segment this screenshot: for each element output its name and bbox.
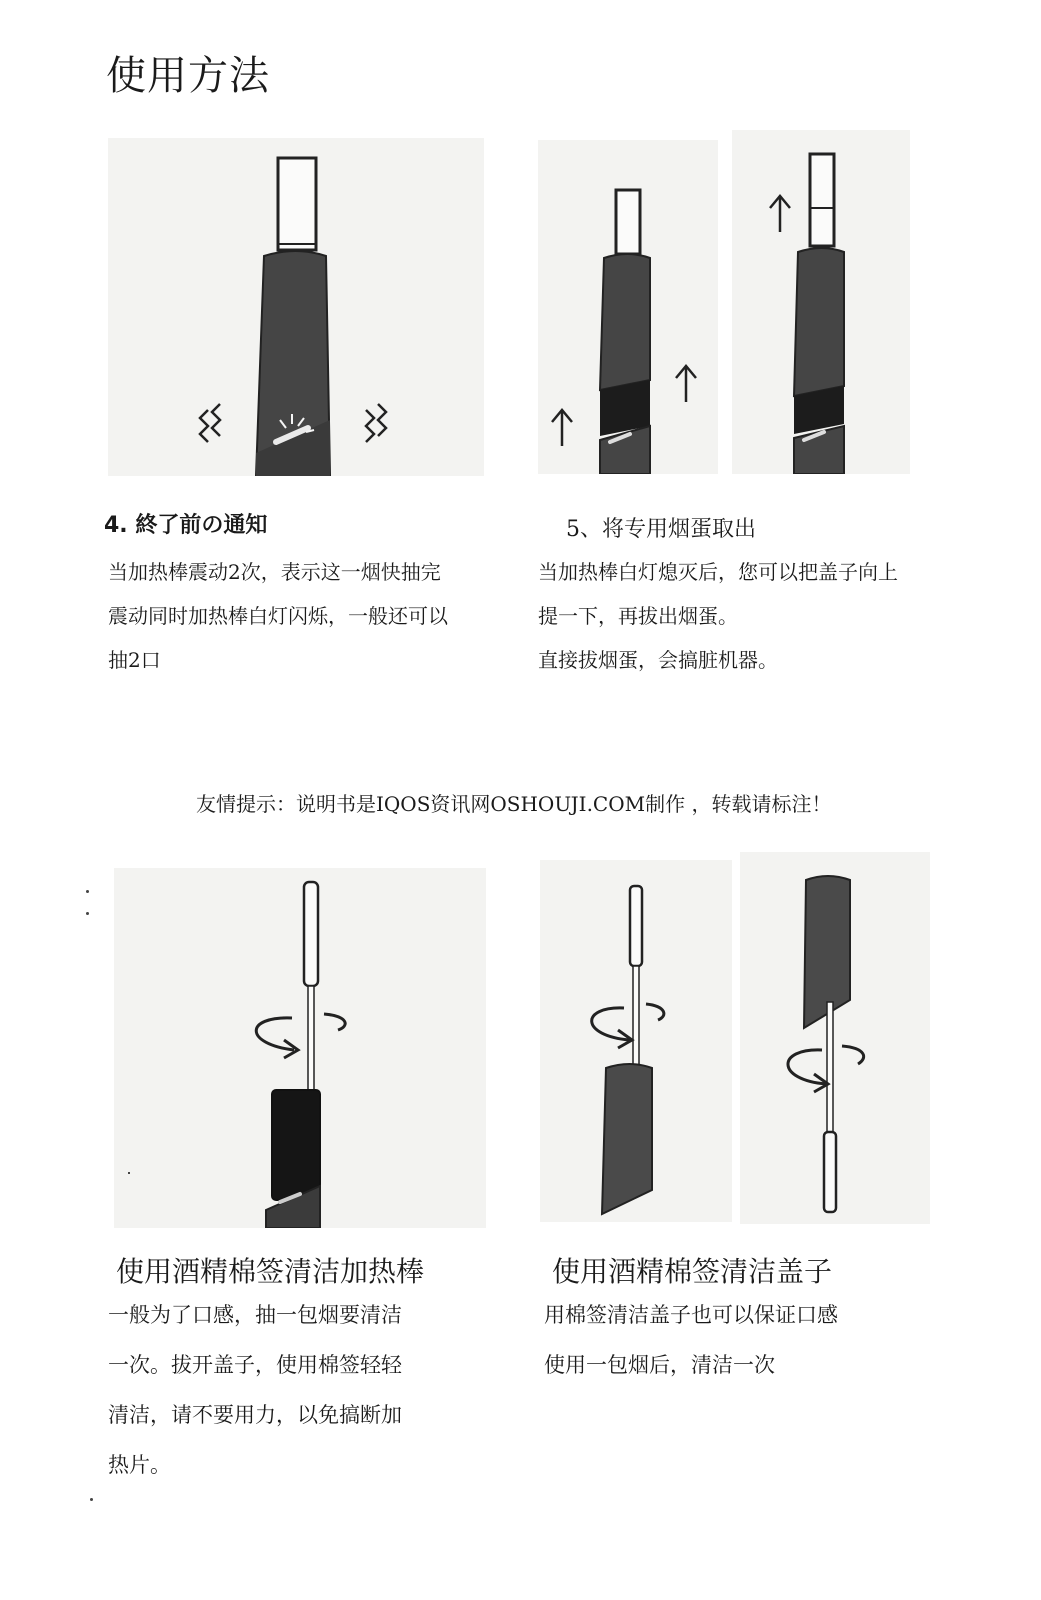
illustration-end-notice [108,138,484,476]
clean-cap-heading: 使用酒精棉签清洁盖子 [552,1255,833,1288]
step4-description [108,550,448,682]
clean-holder-line-4: 热片。 [108,1453,171,1477]
clean-holder-line-2: 一次。拔开盖子，使用棉签轻轻 [108,1353,402,1377]
step5-line-1: 当加热棒白灯熄灭后，您可以把盖子向上 [538,560,898,584]
step5-description [538,550,898,682]
step5-heading: 5、将专用烟蛋取出 [566,517,756,542]
scan-mark [90,1498,93,1501]
notice-text: 友情提示：说明书是IQOS资讯网OSHOUJI.COM制作 ，转载请标注！ [196,792,832,816]
clean-cap-description [544,1290,838,1390]
clean-cap-line-1: 用棉签清洁盖子也可以保证口感 [544,1303,838,1327]
step5-line-3: 直接拔烟蛋，会搞脏机器。 [538,648,778,672]
clean-holder-description [108,1290,402,1490]
illustration-clean-holder [114,868,486,1228]
step4-line-2: 震动同时加热棒白灯闪烁，一般还可以 [108,604,448,628]
clean-cap-line-2: 使用一包烟后，清洁一次 [544,1353,775,1377]
scan-mark [86,890,89,893]
step4-heading: 4. 終了前の通知 [104,513,268,538]
step5-line-2: 提一下，再拔出烟蛋。 [538,604,738,628]
page-title: 使用方法 [106,53,270,99]
illustration-lift-cap [538,140,718,474]
clean-holder-line-3: 清洁，请不要用力，以免搞断加 [108,1403,402,1427]
step4-line-1: 当加热棒震动2次，表示这一烟快抽完 [108,560,441,584]
scan-mark [86,912,89,915]
clean-holder-line-1: 一般为了口感，抽一包烟要清洁 [108,1303,402,1327]
clean-holder-heading: 使用酒精棉签清洁加热棒 [116,1255,425,1288]
step4-line-3: 抽2口 [108,648,161,672]
illustration-clean-cap [540,860,732,1222]
illustration-remove-stick [732,130,910,474]
illustration-clean-cap-swab [740,852,930,1224]
